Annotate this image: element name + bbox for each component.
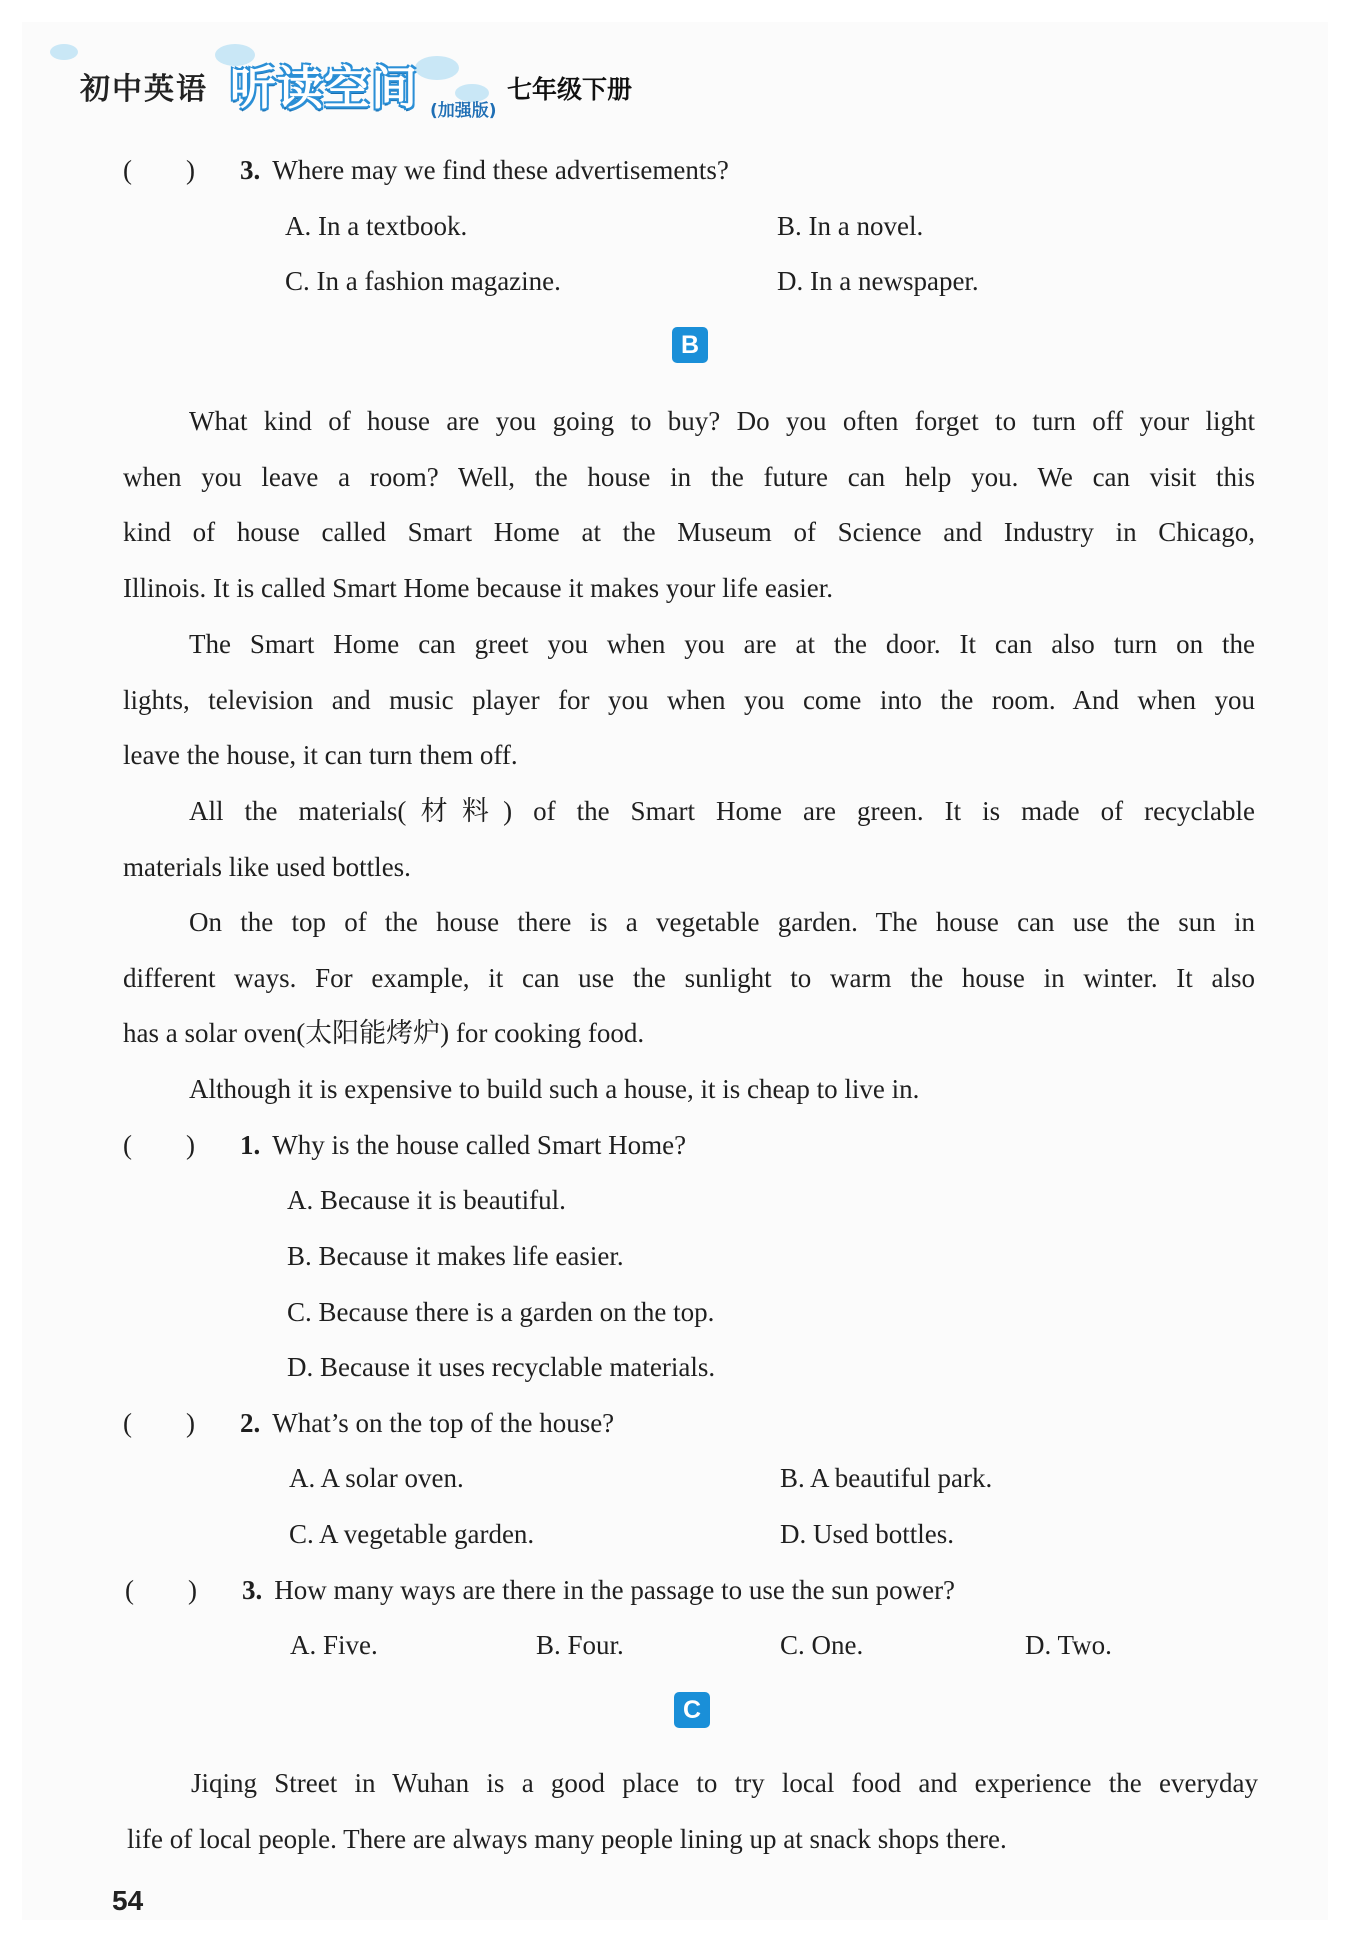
option: D. Two.	[1025, 1630, 1112, 1660]
question-number: 2.	[240, 1408, 261, 1438]
question-number: 3.	[240, 155, 261, 185]
passage-line: All the materials(材料) of the Smart Home are green. It is made of recyclable	[189, 796, 1255, 826]
passage-line: has a solar oven(太阳能烤炉) for cooking food.	[123, 1018, 645, 1048]
series-title: 初中英语	[80, 72, 208, 107]
passage-line: materials like used bottles.	[123, 852, 411, 882]
option: A. Five.	[290, 1630, 378, 1660]
answer-blank[interactable]: ( )	[123, 1408, 195, 1438]
option: B. Because it makes life easier.	[287, 1241, 624, 1271]
question-text: Where may we find these advertisements?	[272, 155, 729, 185]
option: C. A vegetable garden.	[289, 1519, 535, 1549]
option: A. In a textbook.	[285, 211, 468, 241]
passage-line: kind of house called Smart Home at the Museum of Science and Industry in Chicago,	[123, 517, 1255, 547]
passage-line: The Smart Home can greet you when you are at the door. It can also turn on the	[189, 629, 1255, 659]
option: B. A beautiful park.	[780, 1463, 993, 1493]
passage-line: leave the house, it can turn them off.	[123, 740, 518, 770]
passage-line: Illinois. It is called Smart Home because it makes your life easier.	[123, 573, 834, 603]
question-number: 3.	[242, 1575, 263, 1605]
passage-line: On the top of the house there is a vegetable garden. The house can use the sun in	[189, 907, 1255, 937]
option: A. A solar oven.	[289, 1463, 464, 1493]
option: B. In a novel.	[777, 211, 924, 241]
option: C. In a fashion magazine.	[285, 266, 561, 296]
passage-line: Jiqing Street in Wuhan is a good place to try local food and experience the everyday	[191, 1768, 1258, 1798]
brand-logo: 听读空间	[230, 61, 418, 115]
page-number: 54	[112, 1885, 144, 1916]
passage-line: when you leave a room? Well, the house in the future can help you. We can visit this	[123, 462, 1255, 492]
option: B. Four.	[536, 1630, 624, 1660]
grade-label: 七年级下册	[507, 75, 633, 104]
question-text: What’s on the top of the house?	[272, 1408, 615, 1438]
answer-blank[interactable]: ( )	[123, 1130, 195, 1160]
passage-line: lights, television and music player for you when you come into the room. And when you	[123, 685, 1255, 715]
passage-line: Although it is expensive to build such a house, it is cheap to live in.	[189, 1074, 920, 1104]
section-badge-b: B	[672, 327, 708, 363]
option: D. Because it uses recyclable materials.	[287, 1352, 716, 1382]
question	[240, 152, 729, 188]
option: C. Because there is a garden on the top.	[287, 1297, 715, 1327]
edition-label: (加强版)	[430, 101, 497, 121]
question-number: 1.	[240, 1130, 261, 1160]
cloud-decoration	[50, 44, 78, 60]
answer-blank[interactable]: ( )	[123, 155, 195, 185]
option: A. Because it is beautiful.	[287, 1185, 566, 1215]
section-badge-c: C	[674, 1692, 710, 1728]
answer-blank[interactable]: ( )	[125, 1575, 197, 1605]
passage-line: What kind of house are you going to buy? Do you often forget to turn off your light	[189, 406, 1255, 436]
passage-line: life of local people. There are always many people lining up at snack shops there.	[127, 1824, 1007, 1854]
question-text: Why is the house called Smart Home?	[272, 1130, 687, 1160]
question-text: How many ways are there in the passage to use the sun power?	[274, 1575, 956, 1605]
cloud-decoration	[415, 56, 459, 80]
option: C. One.	[780, 1630, 864, 1660]
question	[240, 1405, 614, 1441]
option: D. In a newspaper.	[777, 266, 979, 296]
question	[242, 1572, 955, 1608]
option: D. Used bottles.	[780, 1519, 954, 1549]
question	[240, 1127, 686, 1163]
book-header	[55, 44, 755, 124]
passage-line: different ways. For example, it can use the sunlight to warm the house in winter. It also	[123, 963, 1255, 993]
